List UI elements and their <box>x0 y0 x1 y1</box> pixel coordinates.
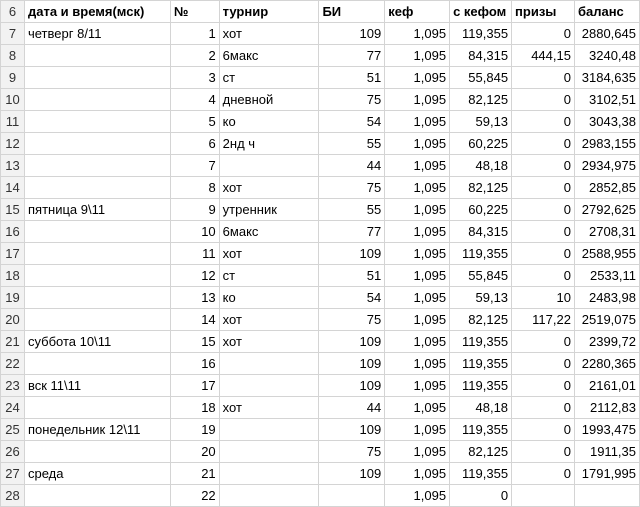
cell-prizes[interactable]: 0 <box>512 177 575 199</box>
cell-date[interactable] <box>24 221 170 243</box>
table-row <box>1 199 640 221</box>
cell-date[interactable] <box>24 485 170 507</box>
cell-date[interactable]: четверг 8/11 <box>24 23 170 45</box>
column-title-tournament[interactable]: турнир <box>219 1 319 23</box>
cell-prizes[interactable]: 0 <box>512 89 575 111</box>
row-header[interactable]: 16 <box>1 221 25 243</box>
cell-balance[interactable]: 2399,72 <box>574 331 639 353</box>
cell-buyin[interactable]: 55 <box>319 133 385 155</box>
table-row <box>1 221 640 243</box>
cell-number[interactable]: 13 <box>170 287 219 309</box>
table-row <box>1 309 640 331</box>
row-header[interactable]: 13 <box>1 155 25 177</box>
cell-tournament[interactable]: 2нд ч <box>219 133 319 155</box>
cell-with-coefficient[interactable]: 119,355 <box>450 419 512 441</box>
cell-coefficient[interactable]: 1,095 <box>385 177 450 199</box>
cell-balance[interactable]: 3184,635 <box>574 67 639 89</box>
cell-with-coefficient[interactable]: 55,845 <box>450 265 512 287</box>
cell-prizes[interactable]: 0 <box>512 265 575 287</box>
cell-buyin[interactable]: 77 <box>319 45 385 67</box>
row-header[interactable]: 12 <box>1 133 25 155</box>
table-row <box>1 89 640 111</box>
row-header[interactable]: 18 <box>1 265 25 287</box>
row-header[interactable]: 11 <box>1 111 25 133</box>
cell-tournament[interactable]: хот <box>219 331 319 353</box>
table-row <box>1 331 640 353</box>
cell-coefficient[interactable]: 1,095 <box>385 397 450 419</box>
column-title-date[interactable]: дата и время(мск) <box>24 1 170 23</box>
column-title-coefficient[interactable]: кеф <box>385 1 450 23</box>
cell-buyin[interactable]: 109 <box>319 353 385 375</box>
cell-prizes[interactable]: 0 <box>512 67 575 89</box>
cell-tournament[interactable]: ст <box>219 67 319 89</box>
cell-number[interactable]: 22 <box>170 485 219 507</box>
cell-number[interactable]: 16 <box>170 353 219 375</box>
row-header[interactable]: 8 <box>1 45 25 67</box>
cell-date[interactable]: среда <box>24 463 170 485</box>
row-header[interactable]: 27 <box>1 463 25 485</box>
cell-coefficient[interactable]: 1,095 <box>385 441 450 463</box>
cell-balance[interactable]: 2934,975 <box>574 155 639 177</box>
cell-coefficient[interactable]: 1,095 <box>385 331 450 353</box>
cell-coefficient[interactable]: 1,095 <box>385 155 450 177</box>
cell-date[interactable] <box>24 441 170 463</box>
row-header[interactable]: 6 <box>1 1 25 23</box>
table-row <box>1 265 640 287</box>
cell-number[interactable]: 20 <box>170 441 219 463</box>
cell-date[interactable] <box>24 309 170 331</box>
row-header[interactable]: 23 <box>1 375 25 397</box>
cell-with-coefficient[interactable]: 82,125 <box>450 177 512 199</box>
table-row <box>1 441 640 463</box>
row-header[interactable]: 24 <box>1 397 25 419</box>
cell-coefficient[interactable]: 1,095 <box>385 45 450 67</box>
cell-prizes[interactable]: 0 <box>512 221 575 243</box>
cell-balance[interactable]: 2708,31 <box>574 221 639 243</box>
cell-balance[interactable]: 2483,98 <box>574 287 639 309</box>
cell-with-coefficient[interactable]: 0 <box>450 485 512 507</box>
cell-date[interactable] <box>24 397 170 419</box>
cell-date[interactable]: понедельник 12\11 <box>24 419 170 441</box>
cell-coefficient[interactable]: 1,095 <box>385 111 450 133</box>
cell-coefficient[interactable]: 1,095 <box>385 265 450 287</box>
cell-tournament[interactable]: дневной <box>219 89 319 111</box>
cell-prizes[interactable]: 0 <box>512 441 575 463</box>
cell-with-coefficient[interactable]: 59,13 <box>450 111 512 133</box>
cell-tournament[interactable]: 6макс <box>219 45 319 67</box>
cell-buyin[interactable]: 54 <box>319 287 385 309</box>
cell-prizes[interactable]: 0 <box>512 199 575 221</box>
cell-coefficient[interactable]: 1,095 <box>385 353 450 375</box>
cell-balance[interactable]: 2792,625 <box>574 199 639 221</box>
row-header[interactable]: 15 <box>1 199 25 221</box>
cell-date[interactable] <box>24 111 170 133</box>
cell-prizes[interactable]: 0 <box>512 375 575 397</box>
cell-buyin[interactable]: 77 <box>319 221 385 243</box>
cell-prizes[interactable]: 0 <box>512 419 575 441</box>
cell-buyin[interactable]: 109 <box>319 23 385 45</box>
cell-with-coefficient[interactable]: 48,18 <box>450 155 512 177</box>
cell-number[interactable]: 18 <box>170 397 219 419</box>
cell-with-coefficient[interactable]: 48,18 <box>450 397 512 419</box>
cell-tournament[interactable]: утренник <box>219 199 319 221</box>
cell-date[interactable] <box>24 177 170 199</box>
column-title-with-coefficient[interactable]: с кефом <box>450 1 512 23</box>
cell-tournament[interactable]: хот <box>219 177 319 199</box>
cell-tournament[interactable] <box>219 485 319 507</box>
cell-with-coefficient[interactable]: 59,13 <box>450 287 512 309</box>
cell-coefficient[interactable]: 1,095 <box>385 199 450 221</box>
cell-buyin[interactable]: 109 <box>319 375 385 397</box>
cell-prizes[interactable]: 0 <box>512 463 575 485</box>
cell-balance[interactable]: 1911,35 <box>574 441 639 463</box>
cell-tournament[interactable] <box>219 155 319 177</box>
cell-number[interactable]: 3 <box>170 67 219 89</box>
cell-balance[interactable]: 2880,645 <box>574 23 639 45</box>
cell-with-coefficient[interactable]: 82,125 <box>450 441 512 463</box>
cell-buyin[interactable]: 109 <box>319 331 385 353</box>
row-header[interactable]: 26 <box>1 441 25 463</box>
cell-coefficient[interactable]: 1,095 <box>385 133 450 155</box>
table-row <box>1 375 640 397</box>
cell-with-coefficient[interactable]: 60,225 <box>450 199 512 221</box>
cell-tournament[interactable]: ко <box>219 111 319 133</box>
cell-coefficient[interactable]: 1,095 <box>385 375 450 397</box>
cell-number[interactable]: 1 <box>170 23 219 45</box>
cell-tournament[interactable] <box>219 419 319 441</box>
cell-with-coefficient[interactable]: 119,355 <box>450 23 512 45</box>
table-row <box>1 23 640 45</box>
cell-tournament[interactable]: ст <box>219 265 319 287</box>
row-header[interactable]: 20 <box>1 309 25 331</box>
cell-buyin[interactable]: 75 <box>319 441 385 463</box>
row-header[interactable]: 22 <box>1 353 25 375</box>
cell-prizes[interactable]: 0 <box>512 23 575 45</box>
cell-date[interactable] <box>24 133 170 155</box>
cell-number[interactable]: 15 <box>170 331 219 353</box>
cell-with-coefficient[interactable]: 55,845 <box>450 67 512 89</box>
cell-buyin[interactable]: 75 <box>319 309 385 331</box>
cell-prizes[interactable]: 0 <box>512 133 575 155</box>
table-row <box>1 111 640 133</box>
table-row <box>1 463 640 485</box>
cell-date[interactable]: вск 11\11 <box>24 375 170 397</box>
cell-balance[interactable]: 1791,995 <box>574 463 639 485</box>
cell-prizes[interactable]: 0 <box>512 155 575 177</box>
cell-number[interactable]: 17 <box>170 375 219 397</box>
table-row <box>1 485 640 507</box>
cell-number[interactable]: 8 <box>170 177 219 199</box>
table-row <box>1 177 640 199</box>
column-title-prizes[interactable]: призы <box>512 1 575 23</box>
cell-number[interactable]: 9 <box>170 199 219 221</box>
cell-tournament[interactable] <box>219 441 319 463</box>
cell-tournament[interactable]: ко <box>219 287 319 309</box>
cell-balance[interactable]: 2112,83 <box>574 397 639 419</box>
column-title-balance[interactable]: баланс <box>574 1 639 23</box>
cell-buyin[interactable]: 109 <box>319 419 385 441</box>
cell-balance[interactable]: 2533,11 <box>574 265 639 287</box>
cell-coefficient[interactable]: 1,095 <box>385 485 450 507</box>
cell-with-coefficient[interactable]: 119,355 <box>450 463 512 485</box>
cell-balance[interactable]: 2588,955 <box>574 243 639 265</box>
cell-coefficient[interactable]: 1,095 <box>385 89 450 111</box>
table-row <box>1 397 640 419</box>
cell-with-coefficient[interactable]: 84,315 <box>450 45 512 67</box>
cell-number[interactable]: 19 <box>170 419 219 441</box>
cell-with-coefficient[interactable]: 119,355 <box>450 353 512 375</box>
cell-date[interactable] <box>24 155 170 177</box>
cell-buyin[interactable]: 51 <box>319 265 385 287</box>
cell-balance[interactable]: 2280,365 <box>574 353 639 375</box>
cell-date[interactable] <box>24 353 170 375</box>
table-row <box>1 287 640 309</box>
header-row <box>1 1 640 23</box>
cell-date[interactable] <box>24 265 170 287</box>
cell-tournament[interactable]: хот <box>219 397 319 419</box>
cell-balance[interactable]: 1993,475 <box>574 419 639 441</box>
cell-coefficient[interactable]: 1,095 <box>385 287 450 309</box>
cell-with-coefficient[interactable]: 84,315 <box>450 221 512 243</box>
cell-date[interactable]: суббота 10\11 <box>24 331 170 353</box>
cell-buyin[interactable]: 109 <box>319 243 385 265</box>
cell-number[interactable]: 12 <box>170 265 219 287</box>
cell-buyin[interactable] <box>319 485 385 507</box>
cell-with-coefficient[interactable]: 82,125 <box>450 89 512 111</box>
row-header[interactable]: 7 <box>1 23 25 45</box>
cell-coefficient[interactable]: 1,095 <box>385 221 450 243</box>
cell-date[interactable] <box>24 67 170 89</box>
cell-coefficient[interactable]: 1,095 <box>385 23 450 45</box>
table-row <box>1 243 640 265</box>
cell-balance[interactable]: 2983,155 <box>574 133 639 155</box>
cell-with-coefficient[interactable]: 82,125 <box>450 309 512 331</box>
cell-date[interactable] <box>24 243 170 265</box>
cell-prizes[interactable]: 117,22 <box>512 309 575 331</box>
cell-balance[interactable]: 2852,85 <box>574 177 639 199</box>
cell-tournament[interactable] <box>219 463 319 485</box>
cell-prizes[interactable]: 0 <box>512 111 575 133</box>
cell-prizes[interactable]: 0 <box>512 243 575 265</box>
cell-number[interactable]: 2 <box>170 45 219 67</box>
cell-with-coefficient[interactable]: 119,355 <box>450 375 512 397</box>
cell-number[interactable]: 7 <box>170 155 219 177</box>
cell-tournament[interactable] <box>219 353 319 375</box>
table-row <box>1 419 640 441</box>
cell-date[interactable] <box>24 287 170 309</box>
row-header[interactable]: 25 <box>1 419 25 441</box>
table-row <box>1 45 640 67</box>
cell-with-coefficient[interactable]: 119,355 <box>450 331 512 353</box>
cell-buyin[interactable]: 109 <box>319 463 385 485</box>
cell-number[interactable]: 6 <box>170 133 219 155</box>
cell-buyin[interactable]: 75 <box>319 89 385 111</box>
row-header[interactable]: 9 <box>1 67 25 89</box>
cell-number[interactable]: 14 <box>170 309 219 331</box>
cell-balance[interactable]: 2161,01 <box>574 375 639 397</box>
cell-buyin[interactable]: 75 <box>319 177 385 199</box>
cell-number[interactable]: 10 <box>170 221 219 243</box>
cell-balance[interactable] <box>574 485 639 507</box>
cell-number[interactable]: 11 <box>170 243 219 265</box>
cell-buyin[interactable]: 44 <box>319 397 385 419</box>
cell-coefficient[interactable]: 1,095 <box>385 419 450 441</box>
cell-prizes[interactable] <box>512 485 575 507</box>
cell-buyin[interactable]: 55 <box>319 199 385 221</box>
row-header[interactable]: 17 <box>1 243 25 265</box>
cell-balance[interactable]: 2519,075 <box>574 309 639 331</box>
cell-prizes[interactable]: 0 <box>512 331 575 353</box>
cell-prizes[interactable]: 0 <box>512 353 575 375</box>
cell-buyin[interactable]: 51 <box>319 67 385 89</box>
cell-balance[interactable]: 3102,51 <box>574 89 639 111</box>
cell-tournament[interactable]: хот <box>219 23 319 45</box>
row-header[interactable]: 21 <box>1 331 25 353</box>
cell-number[interactable]: 4 <box>170 89 219 111</box>
grid-body <box>1 1 640 507</box>
row-header[interactable]: 10 <box>1 89 25 111</box>
cell-number[interactable]: 5 <box>170 111 219 133</box>
cell-tournament[interactable] <box>219 375 319 397</box>
row-header[interactable]: 14 <box>1 177 25 199</box>
table-row <box>1 155 640 177</box>
row-header[interactable]: 19 <box>1 287 25 309</box>
cell-coefficient[interactable]: 1,095 <box>385 309 450 331</box>
cell-prizes[interactable]: 444,15 <box>512 45 575 67</box>
cell-prizes[interactable]: 0 <box>512 397 575 419</box>
cell-with-coefficient[interactable]: 60,225 <box>450 133 512 155</box>
column-title-buyin[interactable]: БИ <box>319 1 385 23</box>
row-header[interactable]: 28 <box>1 485 25 507</box>
cell-date[interactable] <box>24 45 170 67</box>
cell-tournament[interactable]: 6макс <box>219 221 319 243</box>
cell-balance[interactable]: 3240,48 <box>574 45 639 67</box>
cell-tournament[interactable]: хот <box>219 243 319 265</box>
cell-coefficient[interactable]: 1,095 <box>385 463 450 485</box>
cell-date[interactable]: пятница 9\11 <box>24 199 170 221</box>
cell-tournament[interactable]: хот <box>219 309 319 331</box>
cell-date[interactable] <box>24 89 170 111</box>
cell-with-coefficient[interactable]: 119,355 <box>450 243 512 265</box>
table-row <box>1 133 640 155</box>
cell-prizes[interactable]: 10 <box>512 287 575 309</box>
table-row <box>1 353 640 375</box>
cell-number[interactable]: 21 <box>170 463 219 485</box>
cell-coefficient[interactable]: 1,095 <box>385 67 450 89</box>
table-row <box>1 67 640 89</box>
cell-balance[interactable]: 3043,38 <box>574 111 639 133</box>
cell-coefficient[interactable]: 1,095 <box>385 243 450 265</box>
column-title-number[interactable]: № <box>170 1 219 23</box>
cell-buyin[interactable]: 54 <box>319 111 385 133</box>
cell-buyin[interactable]: 44 <box>319 155 385 177</box>
